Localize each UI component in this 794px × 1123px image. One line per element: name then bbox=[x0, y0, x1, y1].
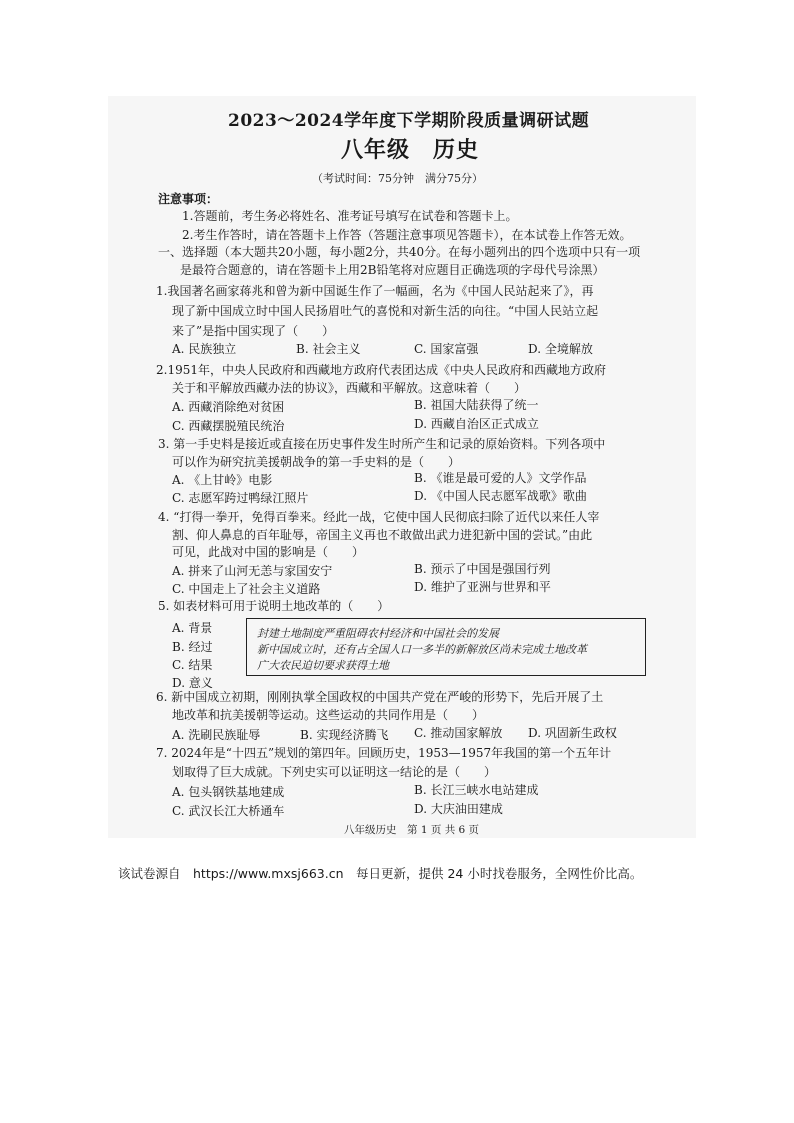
question-stem: 划取得了巨大成就。下列史实可以证明这一结论的是（ ） bbox=[172, 765, 497, 779]
option-d: D. 西藏自治区正式成立 bbox=[414, 417, 539, 431]
notes-item: 1.答题前，考生务必将姓名、准考证号填写在试卷和答题卡上。 bbox=[182, 209, 518, 223]
option-d: D. 巩固新生政权 bbox=[528, 726, 617, 740]
option-d: D. 全境解放 bbox=[528, 342, 593, 356]
section-instructions: 是最符合题意的，请在答题卡上用2B铅笔将对应题目正确选项的字母代号涂黑） bbox=[180, 263, 605, 277]
source-note: 该试卷源自 https://www.mxsj663.cn 每日更新，提供 24 小时找卷服务，全网性价比高。 bbox=[118, 866, 643, 881]
option-b: B. 祖国大陆获得了统一 bbox=[414, 398, 539, 412]
question-stem: 7. 2024年是“十四五”规划的第四年。回顾历史，1953—1957年我国的第一个五年计 bbox=[156, 746, 612, 760]
option-c: C. 结果 bbox=[172, 658, 213, 672]
option-a: A. 拼来了山河无恙与家国安宁 bbox=[172, 564, 333, 578]
question-stem: 割、仰人鼻息的百年耻辱，帝国主义再也不敢做出武力进犯新中国的尝试。”由此 bbox=[172, 528, 593, 542]
question-stem: 3. 第一手史料是接近或直接在历史事件发生时所产生和记录的原始资料。下列各项中 bbox=[158, 437, 606, 451]
exam-subject: 八年级 历史 bbox=[341, 137, 480, 163]
question-stem: 2.1951年，中央人民政府和西藏地方政府代表团达成《中央人民政府和西藏地方政府 bbox=[156, 363, 606, 377]
option-a: A. 《上甘岭》电影 bbox=[172, 473, 273, 487]
question-stem: 可以作为研究抗美援朝战争的第一手史料的是（ ） bbox=[172, 455, 461, 469]
option-c: C. 西藏摆脱殖民统治 bbox=[172, 419, 285, 433]
material-line: 广大农民迫切要求获得土地 bbox=[257, 659, 389, 672]
option-a: A. 洗刷民族耻辱 bbox=[172, 728, 261, 742]
question-stem: 来了”是指中国实现了（ ） bbox=[172, 324, 335, 338]
question-stem: 1.我国著名画家蒋兆和曾为新中国诞生作了一幅画，名为《中国人民站起来了》，再 bbox=[156, 284, 594, 298]
option-d: D. 大庆油田建成 bbox=[414, 802, 503, 816]
exam-info: （考试时间：75分钟 满分75分） bbox=[312, 172, 483, 185]
material-box bbox=[246, 618, 646, 676]
material-line: 封建土地制度严重阻碍农村经济和中国社会的发展 bbox=[257, 627, 499, 640]
option-c: C. 中国走上了社会主义道路 bbox=[172, 582, 321, 596]
option-c: C. 武汉长江大桥通车 bbox=[172, 804, 285, 818]
option-b: B. 经过 bbox=[172, 640, 213, 654]
question-stem: 5. 如表材料可用于说明土地改革的（ ） bbox=[158, 599, 390, 613]
option-b: B. 长江三峡水电站建成 bbox=[414, 783, 539, 797]
option-d: D. 维护了亚洲与世界和平 bbox=[414, 580, 551, 594]
exam-title: 2023～2024学年度下学期阶段质量调研试题 bbox=[228, 111, 590, 131]
question-stem: 现了新中国成立时中国人民扬眉吐气的喜悦和对新生活的向往。“中国人民站立起 bbox=[172, 304, 599, 318]
option-b: B. 实现经济腾飞 bbox=[300, 728, 389, 742]
option-a: A. 背景 bbox=[172, 621, 213, 635]
question-stem: 可见，此战对中国的影响是（ ） bbox=[172, 545, 365, 559]
option-c: C. 志愿军跨过鸭绿江照片 bbox=[172, 491, 309, 505]
option-a: A. 民族独立 bbox=[172, 342, 237, 356]
material-line: 新中国成立时，还有占全国人口一多半的新解放区尚未完成土地改革 bbox=[257, 643, 587, 656]
notes-item: 2.考生作答时，请在答题卡上作答（答题注意事项见答题卡），在本试卷上作答无效。 bbox=[182, 228, 632, 242]
option-c: C. 国家富强 bbox=[414, 342, 479, 356]
question-stem: 关于和平解放西藏办法的协议》，西藏和平解放。这意味着（ ） bbox=[172, 381, 527, 395]
option-a: A. 西藏消除绝对贫困 bbox=[172, 400, 285, 414]
page-number: 八年级历史 第 1 页 共 6 页 bbox=[344, 824, 480, 836]
question-stem: 地改革和抗美援朝等运动。这些运动的共同作用是（ ） bbox=[172, 708, 485, 722]
option-c: C. 推动国家解放 bbox=[414, 726, 503, 740]
notes-heading: 注意事项： bbox=[158, 192, 219, 206]
option-a: A. 包头钢铁基地建成 bbox=[172, 785, 285, 799]
option-d: D. 《中国人民志愿军战歌》歌曲 bbox=[414, 489, 587, 503]
option-b: B. 预示了中国是强国行列 bbox=[414, 562, 551, 576]
option-b: B. 社会主义 bbox=[296, 342, 361, 356]
option-d: D. 意义 bbox=[172, 676, 213, 690]
section-heading: 一、选择题（本大题共20小题，每小题2分，共40分。在每小题列出的四个选项中只有一项 bbox=[158, 245, 641, 259]
question-stem: 4. “打得一拳开，免得百拳来。经此一战，它使中国人民彻底扫除了近代以来任人宰 bbox=[158, 510, 600, 524]
question-stem: 6. 新中国成立初期，刚刚执掌全国政权的中国共产党在严峻的形势下，先后开展了土 bbox=[156, 690, 604, 704]
option-b: B. 《谁是最可爱的人》文学作品 bbox=[414, 471, 587, 485]
